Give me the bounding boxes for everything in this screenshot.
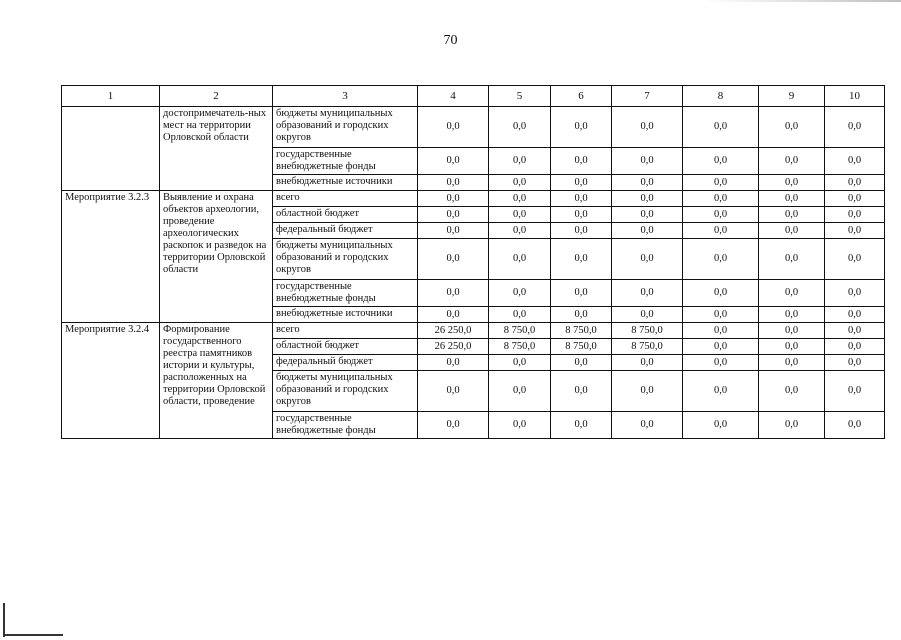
value-cell: 0,0 <box>612 307 683 323</box>
value-cell: 0,0 <box>683 412 759 439</box>
value-cell: 0,0 <box>418 239 489 280</box>
value-cell: 0,0 <box>612 371 683 412</box>
funding-source-cell: всего <box>273 323 418 339</box>
value-cell: 0,0 <box>825 239 885 280</box>
value-cell: 0,0 <box>759 191 825 207</box>
value-cell: 0,0 <box>683 175 759 191</box>
value-cell: 0,0 <box>759 339 825 355</box>
event-cell: Мероприятие 3.2.4 <box>62 323 160 439</box>
value-cell: 0,0 <box>418 307 489 323</box>
value-cell: 0,0 <box>759 412 825 439</box>
value-cell: 0,0 <box>489 175 551 191</box>
value-cell: 0,0 <box>612 107 683 148</box>
value-cell: 0,0 <box>825 207 885 223</box>
description-cell: Формирование государственного реестра памятников истории и культуры, расположенных на территории Орловской области, проведение <box>160 323 273 439</box>
header-cell: 2 <box>160 86 273 107</box>
value-cell: 0,0 <box>612 355 683 371</box>
funding-source-cell: внебюджетные источники <box>273 175 418 191</box>
description-cell: Выявление и охрана объектов археологии, проведение археологических раскопок и разведок на территории Орловской области <box>160 191 273 323</box>
value-cell: 0,0 <box>489 371 551 412</box>
value-cell: 0,0 <box>825 307 885 323</box>
value-cell: 0,0 <box>418 412 489 439</box>
header-cell: 1 <box>62 86 160 107</box>
value-cell: 0,0 <box>825 223 885 239</box>
value-cell: 0,0 <box>759 307 825 323</box>
value-cell: 0,0 <box>759 280 825 307</box>
funding-source-cell: областной бюджет <box>273 207 418 223</box>
table-row <box>62 191 885 207</box>
value-cell: 0,0 <box>683 355 759 371</box>
table-row <box>62 107 885 148</box>
description-cell: достопримечатель-ных мест на территории Орловской области <box>160 107 273 191</box>
value-cell: 0,0 <box>551 307 612 323</box>
value-cell: 0,0 <box>489 239 551 280</box>
value-cell: 0,0 <box>551 371 612 412</box>
funding-source-cell: федеральный бюджет <box>273 223 418 239</box>
value-cell: 8 750,0 <box>612 339 683 355</box>
value-cell: 0,0 <box>551 412 612 439</box>
value-cell: 8 750,0 <box>489 323 551 339</box>
value-cell: 0,0 <box>612 223 683 239</box>
value-cell: 0,0 <box>683 323 759 339</box>
value-cell: 0,0 <box>825 339 885 355</box>
header-cell: 6 <box>551 86 612 107</box>
event-cell <box>62 107 160 191</box>
value-cell: 0,0 <box>683 191 759 207</box>
scan-artifact <box>701 0 901 2</box>
funding-source-cell: государственные внебюджетные фонды <box>273 148 418 175</box>
value-cell: 0,0 <box>489 412 551 439</box>
value-cell: 0,0 <box>418 223 489 239</box>
value-cell: 0,0 <box>759 148 825 175</box>
value-cell: 0,0 <box>612 175 683 191</box>
value-cell: 0,0 <box>759 107 825 148</box>
header-cell: 4 <box>418 86 489 107</box>
value-cell: 0,0 <box>489 223 551 239</box>
value-cell: 0,0 <box>551 280 612 307</box>
value-cell: 0,0 <box>759 355 825 371</box>
value-cell: 0,0 <box>759 371 825 412</box>
funding-source-cell: внебюджетные источники <box>273 307 418 323</box>
value-cell: 26 250,0 <box>418 339 489 355</box>
value-cell: 0,0 <box>759 207 825 223</box>
value-cell: 0,0 <box>759 239 825 280</box>
value-cell: 0,0 <box>612 412 683 439</box>
value-cell: 0,0 <box>551 148 612 175</box>
value-cell: 0,0 <box>418 207 489 223</box>
value-cell: 0,0 <box>683 223 759 239</box>
funding-source-cell: бюджеты муниципальных образований и городских округов <box>273 371 418 412</box>
table-row <box>62 323 885 339</box>
budget-table <box>61 85 885 439</box>
funding-source-cell: бюджеты муниципальных образований и городских округов <box>273 107 418 148</box>
value-cell: 0,0 <box>489 307 551 323</box>
funding-source-cell: федеральный бюджет <box>273 355 418 371</box>
value-cell: 0,0 <box>683 148 759 175</box>
value-cell: 8 750,0 <box>489 339 551 355</box>
table-body <box>62 86 885 439</box>
value-cell: 8 750,0 <box>551 323 612 339</box>
value-cell: 0,0 <box>825 371 885 412</box>
event-cell: Мероприятие 3.2.3 <box>62 191 160 323</box>
value-cell: 0,0 <box>683 239 759 280</box>
header-cell: 3 <box>273 86 418 107</box>
value-cell: 8 750,0 <box>612 323 683 339</box>
header-cell: 7 <box>612 86 683 107</box>
value-cell: 0,0 <box>759 175 825 191</box>
value-cell: 0,0 <box>825 175 885 191</box>
header-cell: 9 <box>759 86 825 107</box>
value-cell: 0,0 <box>825 323 885 339</box>
funding-source-cell: всего <box>273 191 418 207</box>
value-cell: 0,0 <box>612 280 683 307</box>
header-cell: 10 <box>825 86 885 107</box>
value-cell: 0,0 <box>418 191 489 207</box>
value-cell: 0,0 <box>551 191 612 207</box>
value-cell: 0,0 <box>683 339 759 355</box>
value-cell: 0,0 <box>551 107 612 148</box>
value-cell: 0,0 <box>418 148 489 175</box>
value-cell: 0,0 <box>489 207 551 223</box>
value-cell: 0,0 <box>489 355 551 371</box>
value-cell: 26 250,0 <box>418 323 489 339</box>
funding-source-cell: областной бюджет <box>273 339 418 355</box>
value-cell: 0,0 <box>489 280 551 307</box>
page-number: 70 <box>443 33 458 48</box>
value-cell: 0,0 <box>418 280 489 307</box>
value-cell: 0,0 <box>489 148 551 175</box>
scan-artifact <box>3 634 63 636</box>
funding-source-cell: государственные внебюджетные фонды <box>273 280 418 307</box>
value-cell: 0,0 <box>489 191 551 207</box>
value-cell: 0,0 <box>683 107 759 148</box>
value-cell: 0,0 <box>551 175 612 191</box>
value-cell: 0,0 <box>683 371 759 412</box>
value-cell: 0,0 <box>759 223 825 239</box>
value-cell: 0,0 <box>683 307 759 323</box>
header-cell: 8 <box>683 86 759 107</box>
value-cell: 0,0 <box>683 207 759 223</box>
value-cell: 0,0 <box>825 280 885 307</box>
value-cell: 0,0 <box>418 355 489 371</box>
value-cell: 0,0 <box>825 355 885 371</box>
value-cell: 0,0 <box>612 191 683 207</box>
value-cell: 0,0 <box>825 412 885 439</box>
value-cell: 0,0 <box>612 207 683 223</box>
value-cell: 0,0 <box>759 323 825 339</box>
value-cell: 0,0 <box>612 239 683 280</box>
value-cell: 0,0 <box>825 148 885 175</box>
value-cell: 0,0 <box>418 371 489 412</box>
value-cell: 0,0 <box>551 223 612 239</box>
funding-source-cell: бюджеты муниципальных образований и городских округов <box>273 239 418 280</box>
funding-source-cell: государственные внебюджетные фонды <box>273 412 418 439</box>
value-cell: 0,0 <box>551 207 612 223</box>
value-cell: 8 750,0 <box>551 339 612 355</box>
value-cell: 0,0 <box>825 191 885 207</box>
value-cell: 0,0 <box>489 107 551 148</box>
header-cell: 5 <box>489 86 551 107</box>
value-cell: 0,0 <box>418 175 489 191</box>
scan-artifact <box>3 603 5 637</box>
value-cell: 0,0 <box>551 239 612 280</box>
value-cell: 0,0 <box>612 148 683 175</box>
value-cell: 0,0 <box>683 280 759 307</box>
value-cell: 0,0 <box>825 107 885 148</box>
value-cell: 0,0 <box>418 107 489 148</box>
table-header-row <box>62 86 885 107</box>
value-cell: 0,0 <box>551 355 612 371</box>
